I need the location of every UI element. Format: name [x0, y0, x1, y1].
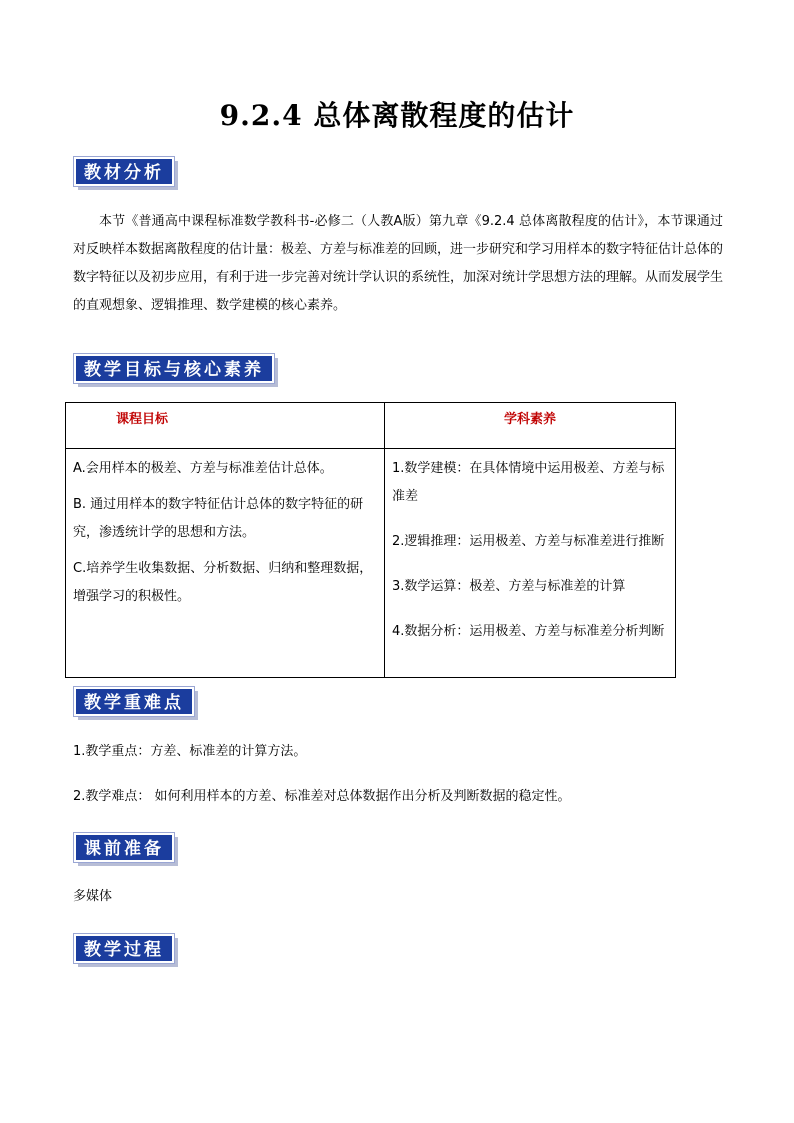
literacy-item: 4.数据分析：运用极差、方差与标准差分析判断 [392, 624, 665, 639]
table-row [66, 449, 676, 678]
section-heading-goals: 教学目标与核心素养 [74, 354, 274, 383]
keypoint-item: 1.教学重点：方差、标准差的计算方法。 [73, 744, 307, 759]
table-header-row [66, 403, 676, 449]
col-header-literacy: 学科素养 [385, 403, 676, 449]
section-heading-analysis: 教材分析 [74, 157, 174, 186]
section-heading-preparation: 课前准备 [74, 833, 174, 862]
literacy-item: 3.数学运算：极差、方差与标准差的计算 [392, 579, 626, 594]
section-heading-process: 教学过程 [74, 934, 174, 963]
literacy-item: 1.数学建模：在具体情境中运用极差、方差与标准差 [392, 461, 665, 504]
literacy-cell [385, 449, 676, 678]
preparation-text: 多媒体 [73, 889, 113, 904]
goals-table [65, 402, 676, 678]
analysis-paragraph: 本节《普通高中课程标准数学教科书-必修二（人教A版）第九章《9.2.4 总体离散程度的估计》，本节课通过对反映样本数据离散程度的估计量：极差、方差与标准差的回顾，进一步研究和学习用样本的数字特征估计总体的数字特征以及初步应用，有利于进一步完善对统计学认识的系统性，加深对统计学思想方法的理解。从而发展学生的直观想象、逻辑推理、数学建模的核心素养。 [73, 214, 724, 313]
col-header-course-goals: 课程目标 [66, 403, 385, 449]
keypoint-item: 2.教学难点： 如何利用样本的方差、标准差对总体数据作出分析及判断数据的稳定性。 [73, 789, 571, 804]
section-heading-keypoints: 教学重难点 [74, 687, 194, 716]
course-goal-item: B. 通过用样本的数字特征估计总体的数字特征的研究，渗透统计学的思想和方法。 [73, 497, 364, 540]
course-goals-cell [66, 449, 385, 678]
page-title: 9.2.4 总体离散程度的估计 [219, 99, 575, 132]
course-goal-item: A.会用样本的极差、方差与标准差估计总体。 [73, 461, 333, 476]
course-goal-item: C.培养学生收集数据、分析数据、归纳和整理数据，增强学习的积极性。 [73, 561, 373, 604]
literacy-item: 2.逻辑推理：运用极差、方差与标准差进行推断 [392, 534, 665, 549]
